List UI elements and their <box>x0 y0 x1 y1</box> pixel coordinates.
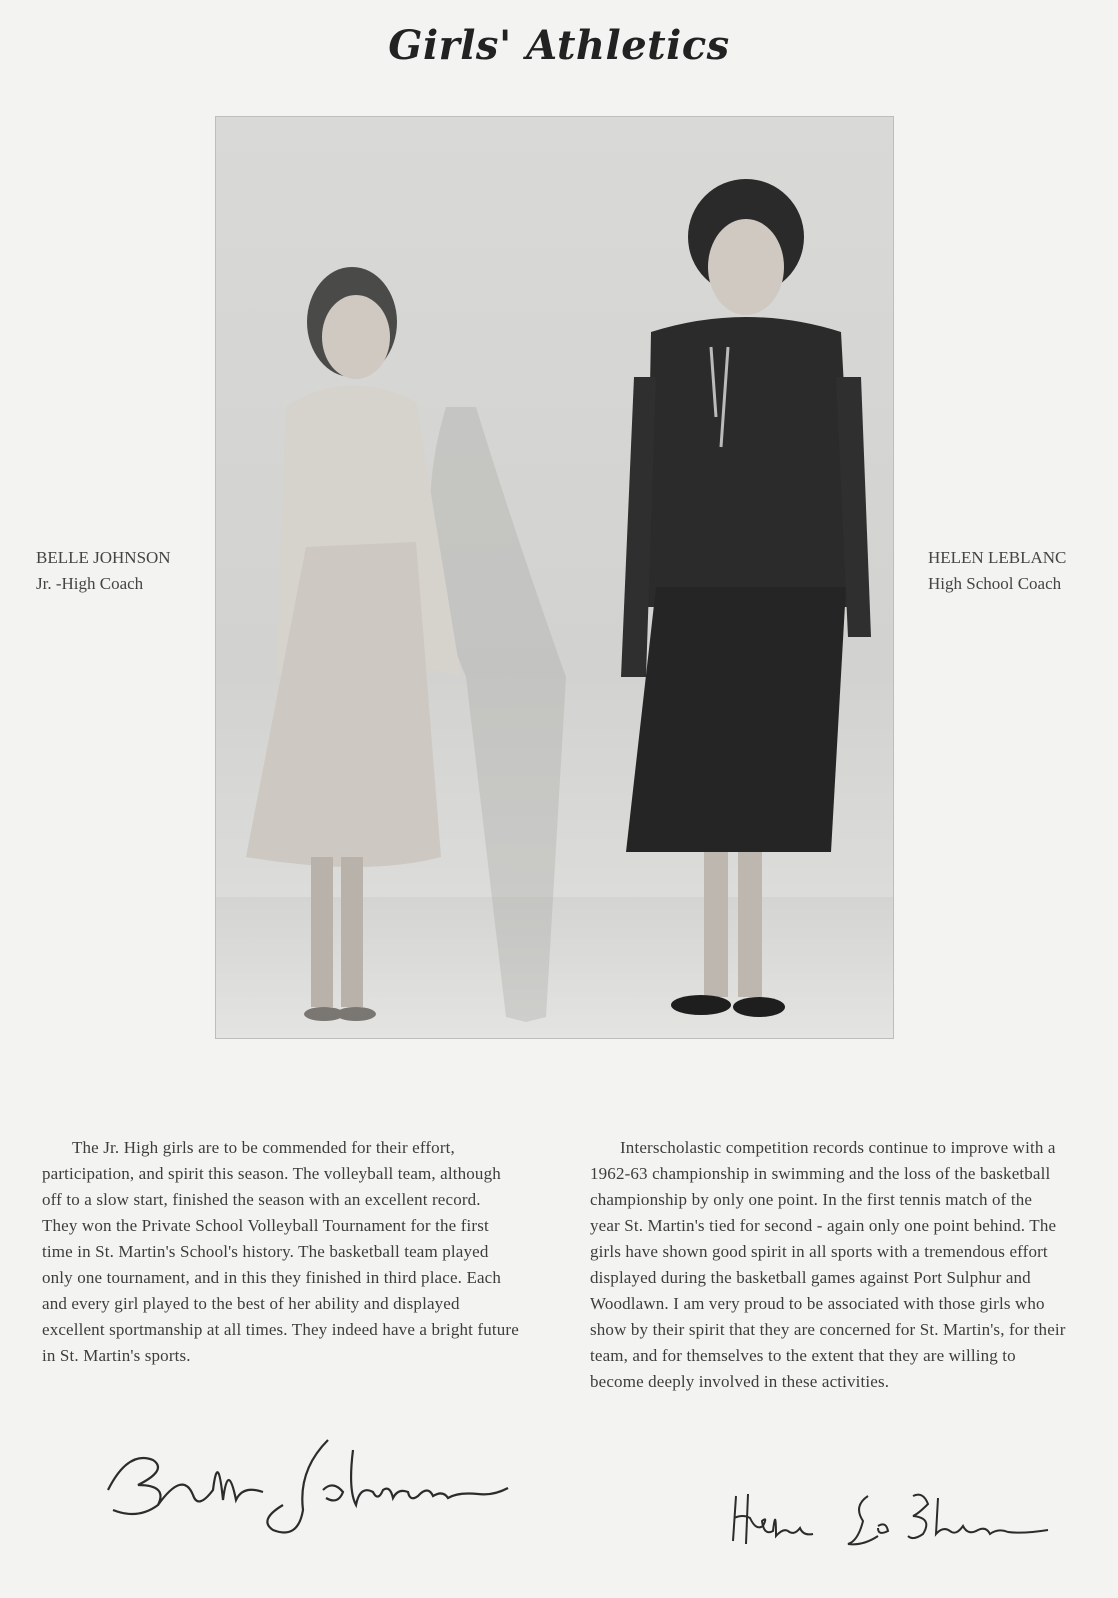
high-school-article: Interscholastic competition records continue to improve with a 1962-63 championship in swimming and the loss of the basketball championship by only one point. In the first tennis match of the year St. Martin's tied for second - again only one point behind. The girls have shown good spirit in all sports with a tremendous effort displayed during the basketball games against Port Sulphur and Woodlawn. I am very proud to be associated with those girls who show by their spirit that they are concerned for St. Martin's, for their team, and for themselves to the extent that they are willing to become deeply involved in these activities. <box>590 1138 1066 1391</box>
caption-name: BELLE JOHNSON <box>36 548 171 567</box>
coaches-photo <box>215 116 894 1039</box>
belle-johnson-signature <box>98 1430 538 1545</box>
caption-role: Jr. -High Coach <box>36 574 144 593</box>
caption-role: High School Coach <box>928 574 1062 593</box>
caption-helen-leblanc <box>928 545 1066 597</box>
right-figure <box>621 179 871 1017</box>
caption-belle-johnson <box>36 545 171 597</box>
page-title: Girls' Athletics <box>388 22 730 69</box>
jr-high-article: The Jr. High girls are to be commended for their effort, participation, and spirit this season. The volleyball team, although off to a slow start, finished the season with an excellent record. They won the Private School Volleyball Tournament for the first time in St. Martin's School's history. The basketball team played only one tournament, and in this they finished in third place. Each and every girl played to the best of her ability and displayed excellent sportmanship at all times. They indeed have a bright future in St. Martin's sports. <box>42 1138 519 1365</box>
portrait-photo-icon <box>216 117 894 1039</box>
helen-leblanc-signature <box>728 1486 1058 1561</box>
caption-name: HELEN LEBLANC <box>928 548 1067 567</box>
